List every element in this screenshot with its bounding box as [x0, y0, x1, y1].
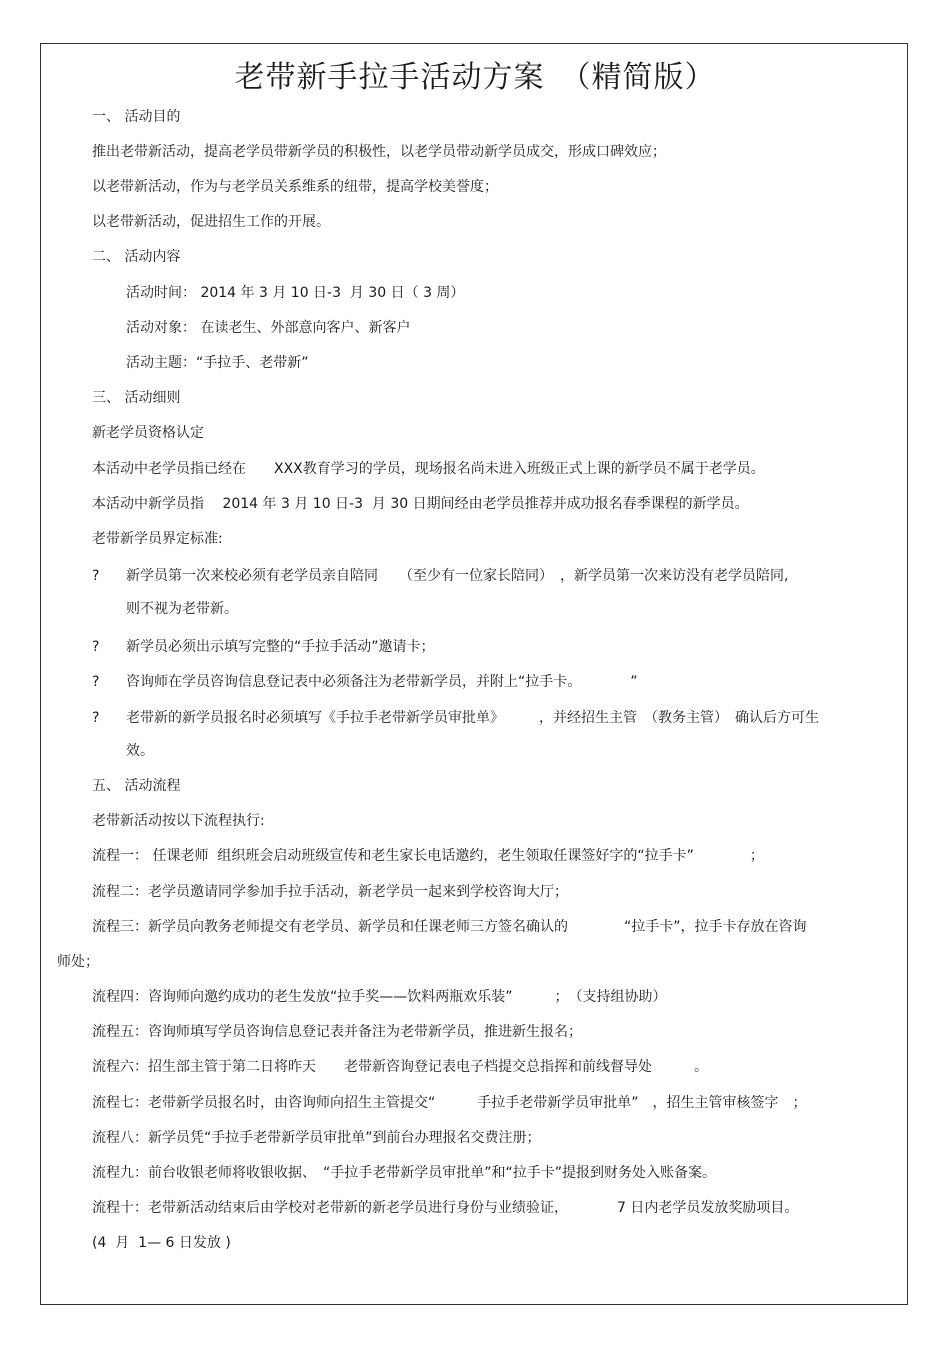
section-heading-process: 五、 活动流程 [92, 778, 181, 794]
activity-target: 活动对象： 在读老生、外部意向客户、新客户 [126, 320, 411, 336]
process-step-10: 流程十：老带新活动结束后由学校对老带新的新老学员进行身份与业绩验证， 7 日内老学员发放奖励项目。 [92, 1200, 799, 1216]
paragraph-line: 本活动中老学员指已经在 XXX教育学习的学员，现场报名尚未进入班级正式上课的新学员不属于老学员。 [92, 461, 765, 477]
process-step-6: 流程六：招生部主管于第二日将昨天 老带新咨询登记表电子档提交总指挥和前线督导处 。 [92, 1059, 708, 1075]
process-step-9: 流程九：前台收银老师将收银收据、 “手拉手老带新学员审批单”和“拉手卡”提报到财务处入账备案。 [92, 1165, 717, 1181]
process-step-2: 流程二：老学员邀请同学参加手拉手活动，新老学员一起来到学校咨询大厅； [92, 884, 568, 900]
paragraph-line: 老带新学员界定标准: [92, 531, 223, 547]
paragraph-line: 本活动中新学员指 2014 年 3 月 10 日-3 月 30 日期间经由老学员推荐并成功报名春季课程的新学员。 [92, 496, 749, 512]
bullet-marker: ? [92, 568, 100, 584]
bullet-item-continuation: 则不视为老带新。 [126, 601, 238, 617]
document-title: 老带新手拉手活动方案 （精简版） [234, 60, 716, 95]
bullet-marker: ? [92, 710, 100, 726]
release-date-note: (4 月 1— 6 日发放 ) [92, 1235, 231, 1251]
process-step-3: 流程三：新学员向教务老师提交有老学员、新学员和任课老师三方签名确认的 “拉手卡”，拉手卡存放在咨询 [92, 919, 807, 935]
section-heading-rules: 三、 活动细则 [92, 390, 181, 406]
paragraph-line: 以老带新活动，促进招生工作的开展。 [92, 214, 330, 230]
bullet-item: 新学员必须出示填写完整的“手拉手活动”邀请卡； [126, 639, 435, 655]
bullet-marker: ? [92, 639, 100, 655]
bullet-item-continuation: 效。 [126, 743, 154, 759]
bullet-marker: ? [92, 674, 100, 690]
bullet-item: 老带新的新学员报名时必须填写《手拉手老带新学员审批单》 ，并经招生主管 （教务主管） 确认后方可生 [126, 710, 819, 726]
process-step-5: 流程五：咨询师填写学员咨询信息登记表并备注为老带新学员，推进新生报名； [92, 1024, 582, 1040]
paragraph-line: 以老带新活动，作为与老学员关系维系的纽带，提高学校美誉度； [92, 179, 498, 195]
process-step-4: 流程四：咨询师向邀约成功的老生发放“拉手奖——饮料两瓶欢乐装” ； （支持组协助） [92, 989, 667, 1005]
paragraph-line: 新老学员资格认定 [92, 425, 204, 441]
bullet-item: 咨询师在学员咨询信息登记表中必须备注为老带新学员，并附上“拉手卡。 ” [126, 674, 638, 690]
activity-time: 活动时间： 2014 年 3 月 10 日-3 月 30 日（ 3 周） [126, 285, 465, 301]
process-step-8: 流程八：新学员凭“手拉手老带新学员审批单”到前台办理报名交费注册； [92, 1130, 541, 1146]
activity-theme: 活动主题：“手拉手、老带新” [126, 355, 309, 371]
paragraph-line: 推出老带新活动，提高老学员带新学员的积极性，以老学员带动新学员成交，形成口碑效应； [92, 144, 666, 160]
section-heading-purpose: 一、 活动目的 [92, 109, 181, 125]
process-step-3-continuation: 师处； [57, 954, 99, 970]
section-heading-content: 二、 活动内容 [92, 249, 181, 265]
process-step-1: 流程一： 任课老师 组织班会启动班级宣传和老生家长电话邀约，老生领取任课签好字的“拉手卡” ； [92, 848, 764, 864]
process-step-7: 流程七：老带新学员报名时，由咨询师向招生主管提交“ 手拉手老带新学员审批单” ，招生主管审核签字 ； [92, 1095, 807, 1111]
bullet-item: 新学员第一次来校必须有老学员亲自陪同 （至少有一位家长陪同） ，新学员第一次来访没有老学员陪同, [126, 568, 789, 584]
paragraph-line: 老带新活动按以下流程执行: [92, 813, 265, 829]
